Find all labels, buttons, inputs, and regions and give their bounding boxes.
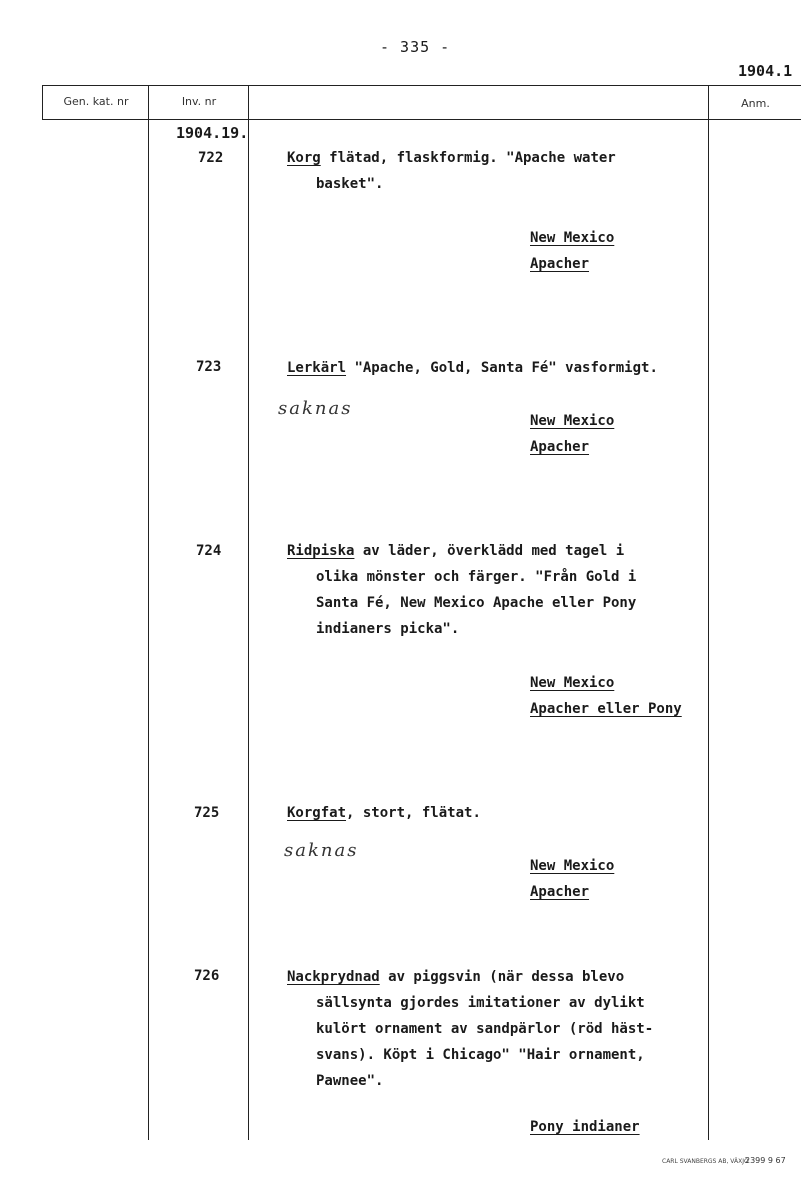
object-name: Nackprydnad (287, 969, 380, 985)
column-header-anm: Anm. (741, 97, 770, 110)
entry-description-line-1 (287, 145, 616, 171)
entry-description-line-2: olika mönster och färger. "Från Gold i (316, 569, 637, 585)
origin-place: New Mexico (530, 675, 615, 691)
entry-description-line-1 (287, 964, 624, 990)
entry-description-line-3: Santa Fé, New Mexico Apache eller Pony (316, 595, 637, 611)
inventory-number: 724 (196, 543, 222, 559)
column-divider-text-anm (708, 85, 709, 1140)
description-text: flätad, flaskformig. "Apache water (320, 150, 616, 166)
accession-number-header: 1904.1 (738, 62, 793, 80)
origin-place: New Mexico (530, 858, 615, 874)
printer-imprint: CARL SVANBERGS AB, VÄXJÖ (662, 1158, 749, 1165)
origin-people: Apacher eller Pony (530, 701, 682, 717)
inventory-number: 725 (194, 805, 220, 821)
inventory-number: 726 (194, 968, 220, 984)
inventory-number: 722 (198, 150, 224, 166)
entry-description-line-4: svans). Köpt i Chicago" "Hair ornament, (316, 1047, 645, 1063)
description-text: "Apache, Gold, Santa Fé" vasformigt. (346, 360, 658, 376)
description-text: , stort, flätat. (346, 805, 481, 821)
column-divider-gen-inv (148, 85, 149, 1140)
column-header-gen-kat-nr: Gen. kat. nr (63, 95, 129, 108)
object-name: Lerkärl (287, 360, 347, 376)
description-text: av läder, överklädd med tagel i (354, 543, 625, 559)
origin-place: New Mexico (530, 230, 615, 246)
entry-description-line-2: sällsynta gjordes imitationer av dylikt (316, 995, 645, 1011)
form-code: 2399 9 67 (745, 1156, 786, 1165)
origin-people: Apacher (530, 884, 590, 900)
entry-description-line-5: Pawnee". (316, 1073, 384, 1089)
entry-description-line-1 (287, 538, 624, 564)
column-header-inv-nr: Inv. nr (181, 95, 217, 108)
entry-description-line-4: indianers picka". (316, 621, 460, 637)
handwritten-missing-note: saknas (278, 398, 353, 419)
origin-place: New Mexico (530, 413, 615, 429)
column-divider-inv-text (248, 85, 249, 1140)
entry-description-line-1 (287, 800, 481, 826)
inventory-number: 723 (196, 359, 222, 375)
handwritten-missing-note: saknas (284, 840, 359, 861)
origin-people: Apacher (530, 439, 590, 455)
object-name: Korgfat (287, 805, 347, 821)
entry-description-line-3: kulört ornament av sandpärlor (röd häst- (316, 1021, 654, 1037)
description-text: av piggsvin (när dessa blevo (379, 969, 625, 985)
object-name: Korg (287, 150, 321, 166)
accession-number: 1904.19. (176, 124, 249, 142)
table-top-rule (42, 85, 801, 86)
table-left-border (42, 85, 43, 119)
table-header-rule (42, 119, 801, 120)
origin-people: Pony indianer (530, 1119, 640, 1135)
page-number: - 335 - (380, 38, 451, 56)
entry-description-line-1 (287, 355, 658, 381)
origin-people: Apacher (530, 256, 590, 272)
object-name: Ridpiska (287, 543, 355, 559)
entry-description-line-2: basket". (316, 176, 384, 192)
